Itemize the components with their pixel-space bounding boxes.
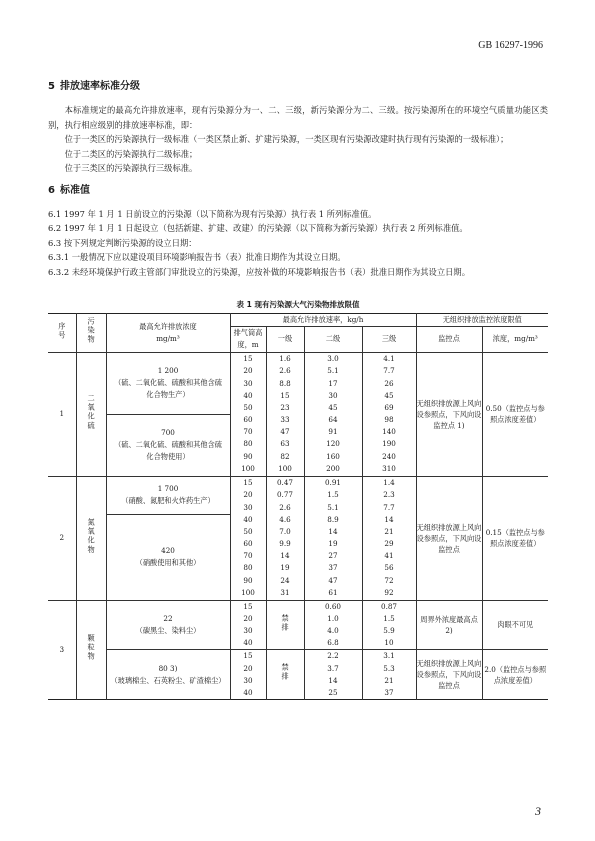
section-number: 6 [48, 184, 55, 196]
row-pollutant: 氮氧化物 [76, 476, 106, 600]
conc-cell [106, 600, 230, 650]
cell: 4.6 [279, 514, 291, 524]
clause: 6.2 1997 年 1 月 1 日起设立（包括新建、扩建、改建）的污染源（以下简称为新污染源）执行表 2 所列标准值。 [48, 223, 468, 233]
cell: 15 [243, 478, 253, 488]
conc-note: （硝酸、氮肥和火炸药生产） [121, 496, 215, 506]
clause: 6.3.1 一般情况下应以建设项目环境影响报告书（表）批准日期作为其设立日期。 [48, 252, 346, 262]
paragraph: 位于一类区的污染源执行一级标准（一类区禁止新、扩建污染源，一类区现有污染源改建时执行现有污染源的一级标准）； [64, 134, 509, 144]
cell: 1.4 [383, 478, 395, 488]
cell: 37 [328, 563, 338, 573]
cell: 64 [328, 415, 338, 425]
cell: 47 [328, 575, 338, 585]
cell: 72 [384, 575, 394, 585]
cell: 82 [280, 451, 290, 461]
header-max-conc-unit: mg/m³ [156, 333, 180, 343]
cell: 40 [243, 687, 253, 697]
table-body [48, 352, 548, 700]
cell: 92 [384, 587, 394, 597]
cell: 310 [382, 463, 396, 473]
clause: 6.1 1997 年 1 月 1 日前设立的污染源（以下简称为现有污染源）执行表 1 所列标准值。 [48, 208, 377, 219]
clause: 6.3.2 未经环境保护行政主管部门审批设立的污染源，应按补做的环境影响报告书（表）批准日期作为其设立日期。 [48, 266, 471, 277]
cell: 50 [243, 402, 253, 412]
paragraph: 本标准规定的最高允许排放速率，现有污染源分为一、二、三级，新污染源分为二、三级。按污染源所在的环境空气质量功能区类别，执行相应级别的排放速率标准，即： [48, 105, 548, 130]
cell: 5.9 [383, 625, 395, 635]
monitor-point: 周界外浓度最高点 2) [416, 600, 482, 650]
fugitive-limit: 0.15（监控点与参照点浓度差值） [482, 476, 548, 600]
cell: 0.91 [324, 478, 341, 488]
header-max-conc [106, 314, 230, 353]
cell: 19 [328, 539, 338, 549]
cell: 3.7 [327, 663, 339, 673]
table-row [48, 650, 548, 700]
row-pollutant: 颗粒物 [76, 600, 106, 700]
cell: 98 [384, 415, 394, 425]
conc-note: （硝酸使用和其他） [135, 558, 201, 568]
cell: 15 [243, 651, 253, 661]
grade1-list [266, 476, 304, 600]
header-seq: 序号 [48, 314, 76, 353]
cell: 20 [243, 613, 253, 623]
cell: 90 [243, 575, 253, 585]
cell: 8.8 [279, 378, 291, 388]
cell: 29 [384, 539, 394, 549]
cell: 25 [328, 687, 338, 697]
cell: 80 [243, 563, 253, 573]
cell: 15 [280, 390, 290, 400]
cell: 100 [241, 463, 255, 473]
cell: 30 [243, 502, 253, 512]
conc-cell [106, 476, 230, 600]
cell: 69 [384, 402, 394, 412]
fugitive-limit: 0.50（监控点与参照点浓度差值） [482, 352, 548, 476]
table-row [48, 352, 548, 476]
cell: 9.9 [279, 539, 291, 549]
cell: 19 [280, 563, 290, 573]
cell: 50 [243, 526, 253, 536]
cell: 2.6 [279, 366, 291, 376]
cell: 80 [243, 439, 253, 449]
cell: 1.5 [383, 613, 395, 623]
cell: 91 [328, 427, 338, 437]
cell: 20 [243, 366, 253, 376]
cell: 61 [328, 587, 338, 597]
cell: 4.1 [383, 354, 395, 364]
cell: 0.47 [276, 478, 293, 488]
cell: 100 [241, 587, 255, 597]
cell: 30 [243, 625, 253, 635]
header-monitor-point: 监控点 [416, 327, 482, 352]
cell: 14 [328, 526, 338, 536]
cell: 120 [326, 439, 340, 449]
table-row [48, 476, 548, 600]
emission-limits-table [48, 313, 548, 700]
grade1-list [266, 352, 304, 476]
cell: 1.5 [327, 490, 339, 500]
header-max-conc-label: 最高允许排放浓度 [139, 321, 197, 331]
header-grade3: 三级 [362, 327, 416, 352]
cell: 60 [243, 539, 253, 549]
cell: 5.3 [383, 663, 395, 673]
paragraph: 位于三类区的污染源执行三级标准。 [64, 163, 198, 173]
cell: 70 [243, 551, 253, 561]
standard-code: GB 16297-1996 [478, 40, 543, 51]
cell: 45 [384, 390, 394, 400]
conc-value: 1 200 [157, 366, 179, 376]
conc-note: （玻璃棉尘、石英粉尘、矿渣棉尘） [110, 675, 226, 685]
stack-height-list [230, 476, 266, 600]
table-row [48, 600, 548, 650]
monitor-point: 无组织排放源上风向设参照点，下风向设监控点 [416, 650, 482, 700]
conc-cell [106, 650, 230, 700]
cell: 41 [384, 551, 394, 561]
header-grade1: 一级 [266, 327, 304, 352]
section-number: 5 [48, 81, 55, 92]
grade2-list [304, 650, 362, 700]
cell: 37 [384, 687, 394, 697]
cell: 26 [384, 378, 394, 388]
monitor-point: 无组织排放源上风向设参照点，下风向设监控点 [416, 476, 482, 600]
cell: 7.7 [383, 502, 395, 512]
section-title: 排放速率标准分级 [59, 81, 140, 92]
conc-value: 22 [163, 613, 173, 623]
paragraph: 位于二类区的污染源执行二级标准； [64, 148, 198, 159]
cell: 140 [382, 427, 396, 437]
header-rate-group: 最高允许排放速率，kg/h [230, 314, 416, 327]
grade2-list [304, 476, 362, 600]
cell: 15 [243, 601, 253, 611]
conc-value: 420 [161, 546, 175, 556]
cell: 27 [328, 551, 338, 561]
row-seq: 1 [48, 352, 76, 476]
cell: 31 [280, 587, 290, 597]
cell: 200 [326, 463, 340, 473]
cell: 30 [328, 390, 338, 400]
row-seq: 2 [48, 476, 76, 600]
row-pollutant: 二氧化硫 [76, 352, 106, 476]
cell: 100 [278, 463, 292, 473]
section-5-heading [48, 80, 548, 94]
cell: 47 [280, 427, 290, 437]
monitor-point: 无组织排放源上风向设参照点，下风向设监控点 1) [416, 352, 482, 476]
cell: 60 [243, 415, 253, 425]
page-number: 3 [535, 804, 541, 818]
grade1-banned: 禁排 [266, 650, 304, 700]
conc-note: （硫、二氧化硫、硫酸和其他含硫化合物使用） [114, 440, 222, 462]
grade3-list [362, 476, 416, 600]
fugitive-limit: 肉眼不可见 [482, 600, 548, 650]
cell: 24 [280, 575, 290, 585]
cell: 56 [384, 563, 394, 573]
fugitive-limit: 2.0（监控点与参照点浓度差值） [482, 650, 548, 700]
cell: 15 [243, 354, 253, 364]
cell: 40 [243, 390, 253, 400]
cell: 4.0 [327, 625, 339, 635]
header-fugitive-conc: 浓度，mg/m³ [482, 327, 548, 352]
cell: 33 [280, 415, 290, 425]
header-stack-height: 排气筒高度，m [230, 327, 266, 352]
conc-value: 80 3) [158, 663, 178, 673]
grade3-list [362, 352, 416, 476]
cell: 3.1 [383, 651, 395, 661]
cell: 7.0 [279, 526, 291, 536]
cell: 3.0 [327, 354, 339, 364]
cell: 90 [243, 451, 253, 461]
cell: 160 [326, 451, 340, 461]
cell: 40 [243, 514, 253, 524]
row-seq: 3 [48, 600, 76, 700]
cell: 190 [382, 439, 396, 449]
grade2-list [304, 352, 362, 476]
cell: 0.60 [324, 601, 341, 611]
cell: 21 [384, 675, 394, 685]
grade3-list [362, 650, 416, 700]
cell: 21 [384, 526, 394, 536]
cell: 63 [280, 439, 290, 449]
stack-height-list [230, 600, 266, 650]
header-fugitive-group: 无组织排放监控浓度限值 [416, 314, 548, 327]
stack-height-list [230, 650, 266, 700]
cell: 5.1 [327, 366, 339, 376]
cell: 70 [243, 427, 253, 437]
cell: 6.8 [327, 638, 339, 648]
cell: 1.6 [279, 354, 291, 364]
cell: 8.9 [327, 514, 339, 524]
cell: 240 [382, 451, 396, 461]
cell: 10 [384, 638, 394, 648]
cell: 17 [328, 378, 338, 388]
cell: 0.87 [381, 601, 398, 611]
cell: 40 [243, 638, 253, 648]
cell: 30 [243, 675, 253, 685]
header-grade2: 二级 [304, 327, 362, 352]
cell: 5.1 [327, 502, 339, 512]
table-title: 表 1 现有污染源大气污染物排放限值 [236, 300, 360, 309]
cell: 0.77 [276, 490, 293, 500]
grade2-list [304, 600, 362, 650]
conc-value: 1 700 [157, 484, 179, 494]
section-title: 标准值 [59, 184, 90, 196]
cell: 14 [328, 675, 338, 685]
grade3-list [362, 600, 416, 650]
document-body [48, 80, 548, 700]
cell: 30 [243, 378, 253, 388]
cell: 2.3 [383, 490, 395, 500]
cell: 2.2 [327, 651, 339, 661]
cell: 1.0 [327, 613, 339, 623]
header-pollutant: 污染物 [76, 314, 106, 353]
grade1-banned: 禁排 [266, 600, 304, 650]
conc-note: （硫、二氧化硫、硫酸和其他含硫化合物生产） [114, 378, 222, 400]
section-6-heading [48, 184, 548, 198]
stack-height-list [230, 352, 266, 476]
cell: 20 [243, 663, 253, 673]
conc-value: 700 [161, 428, 175, 438]
cell: 2.6 [279, 502, 291, 512]
cell: 20 [243, 490, 253, 500]
conc-note: （碳黑尘、染料尘） [135, 625, 201, 635]
cell: 14 [384, 514, 394, 524]
clause: 6.3 按下列规定判断污染源的设立日期： [48, 237, 197, 248]
cell: 7.7 [383, 366, 395, 376]
cell: 14 [280, 551, 290, 561]
conc-cell [106, 352, 230, 476]
cell: 23 [280, 402, 290, 412]
cell: 45 [328, 402, 338, 412]
